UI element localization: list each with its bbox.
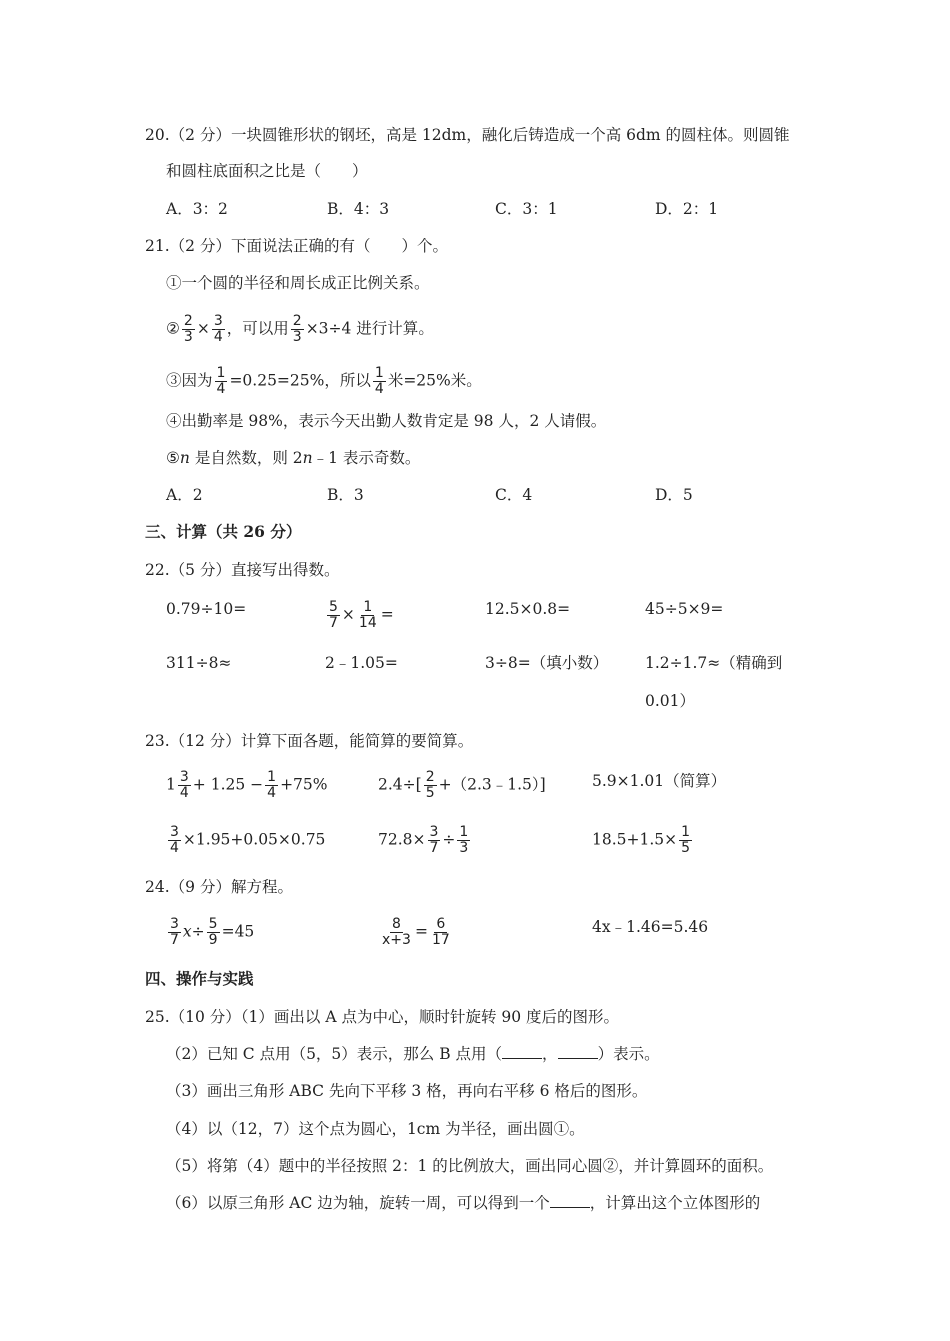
q25-line5: （5）将第（4）题中的半径按照 2：1 的比例放大，画出同心圆②，并计算圆环的面积。 bbox=[166, 1157, 774, 1175]
q22-r2c3: 3÷8=（填小数） bbox=[485, 654, 609, 672]
fraction: $\frac{3}{4}$ bbox=[170, 824, 179, 856]
q25-line3: （3）画出三角形 ABC 先向下平移 3 格，再向右平移 6 格后的图形。 bbox=[166, 1082, 648, 1100]
q20-option-c: C．3：1 bbox=[495, 200, 558, 218]
q22-r2c1: 311÷8≈ bbox=[166, 654, 232, 672]
q24-eq-1: $\frac{3}{7}$ x÷ $\frac{5}{9}$ =45 bbox=[170, 916, 255, 948]
q20-option-d: D．2：1 bbox=[655, 200, 719, 218]
q21-statement-4: ④出勤率是 98%，表示今天出勤人数肯定是 98 人，2 人请假。 bbox=[166, 412, 607, 430]
fraction: $\frac{3}{4}$ bbox=[213, 313, 223, 345]
q25-line6: （6）以原三角形 AC 边为轴，旋转一周，可以得到一个 ，计算出这个立体图形的 bbox=[166, 1194, 761, 1212]
q23-stem: 23.（12 分）计算下面各题，能简算的要简算。 bbox=[145, 732, 474, 750]
q24-stem: 24.（9 分）解方程。 bbox=[145, 878, 293, 896]
q23-expr-2: 2.4÷[ $\frac{2}{5}$ +（2.3﹣1.5）] bbox=[378, 769, 546, 801]
answer-blank[interactable] bbox=[558, 1044, 598, 1059]
q24-eq-3: 4x﹣1.46=5.46 bbox=[592, 918, 709, 936]
q21-option-a: A．2 bbox=[166, 486, 203, 504]
q23-expr-1: 1 $\frac{3}{4}$ + 1.25 − $\frac{1}{4}$ +75% bbox=[166, 769, 328, 801]
answer-blank[interactable] bbox=[550, 1193, 590, 1208]
q23-expr-4: $\frac{3}{4}$ ×1.95+0.05×0.75 bbox=[170, 824, 326, 856]
q22-r2c4: 1.2÷1.7≈（精确到 bbox=[645, 654, 783, 672]
q21-stem: 21.（2 分）下面说法正确的有（ ）个。 bbox=[145, 237, 448, 255]
q24-eq-2: $\frac{8}{x+3}$ = $\frac{6}{17}$ bbox=[382, 916, 450, 948]
q22-r2c4-cont: 0.01） bbox=[645, 692, 696, 710]
q20-line1: 20.（2 分）一块圆锥形状的钢坯，高是 12dm，融化后铸造成一个高 6dm 的圆柱体。则圆锥 bbox=[145, 126, 790, 144]
fraction: $\frac{3}{7}$ bbox=[170, 916, 179, 948]
q21-statement-3: ③因为 $\frac{1}{4}$ =0.25=25%，所以 $\frac{1}{4}$ 米=25%米。 bbox=[166, 365, 482, 397]
fraction: $\frac{3}{7}$ bbox=[429, 824, 439, 856]
q23-expr-5: 72.8× $\frac{3}{7}$ ÷ $\frac{1}{3}$ bbox=[378, 824, 469, 856]
fraction: $\frac{1}{4}$ bbox=[374, 365, 384, 397]
section-3-heading: 三、计算（共 26 分） bbox=[145, 522, 302, 541]
section-4-heading: 四、操作与实践 bbox=[145, 969, 254, 988]
q20-option-a: A．3：2 bbox=[166, 200, 228, 218]
q21-statement-2: ② $\frac{2}{3}$ × $\frac{3}{4}$ ，可以用 $\frac{2}{3}$ ×3÷4 进行计算。 bbox=[166, 313, 434, 345]
fraction: $\frac{1}{3}$ bbox=[459, 824, 469, 856]
fraction: $\frac{1}{5}$ bbox=[681, 824, 691, 856]
fraction: $\frac{2}{3}$ bbox=[183, 313, 193, 345]
q22-r1c4: 45÷5×9= bbox=[645, 600, 724, 618]
fraction: $\frac{1}{4}$ bbox=[216, 365, 226, 397]
q25-line1: 25.（10 分）（1）画出以 A 点为中心，顺时针旋转 90 度后的图形。 bbox=[145, 1008, 620, 1026]
q20-line2: 和圆柱底面积之比是（ ） bbox=[166, 162, 368, 180]
q22-r1c1: 0.79÷10= bbox=[166, 600, 247, 618]
q22-r1c3: 12.5×0.8= bbox=[485, 600, 571, 618]
q22-r1c2: $\frac{5}{7}$ × $\frac{1}{14}$ = bbox=[329, 599, 394, 631]
q21-option-d: D．5 bbox=[655, 486, 693, 504]
fraction: $\frac{5}{9}$ bbox=[208, 916, 218, 948]
q23-expr-6: 18.5+1.5× $\frac{1}{5}$ bbox=[592, 824, 691, 856]
q21-statement-1: ①一个圆的半径和周长成正比例关系。 bbox=[166, 274, 430, 292]
q22-stem: 22.（5 分）直接写出得数。 bbox=[145, 561, 340, 579]
fraction: $\frac{3}{4}$ bbox=[179, 769, 189, 801]
answer-blank[interactable] bbox=[502, 1044, 542, 1059]
fraction: $\frac{8}{x+3}$ bbox=[382, 916, 411, 948]
fraction: $\frac{2}{5}$ bbox=[425, 769, 435, 801]
q25-line4: （4）以（12，7）这个点为圆心，1cm 为半径，画出圆①。 bbox=[166, 1120, 585, 1138]
fraction: $\frac{1}{14}$ bbox=[358, 599, 377, 631]
q22-r2c2: 2﹣1.05= bbox=[325, 654, 398, 672]
q23-expr-3: 5.9×1.01（简算） bbox=[592, 772, 727, 790]
fraction: $\frac{6}{17}$ bbox=[431, 916, 450, 948]
fraction: $\frac{5}{7}$ bbox=[329, 599, 338, 631]
q21-option-c: C．4 bbox=[495, 486, 533, 504]
fraction: $\frac{2}{3}$ bbox=[292, 313, 302, 345]
fraction: $\frac{1}{4}$ bbox=[267, 769, 277, 801]
q21-option-b: B．3 bbox=[327, 486, 364, 504]
q25-line2: （2）已知 C 点用（5，5）表示，那么 B 点用（ ， ）表示。 bbox=[166, 1045, 660, 1063]
q20-option-b: B．4：3 bbox=[327, 200, 390, 218]
q21-statement-5: ⑤n 是自然数，则 2n﹣1 表示奇数。 bbox=[166, 449, 421, 467]
